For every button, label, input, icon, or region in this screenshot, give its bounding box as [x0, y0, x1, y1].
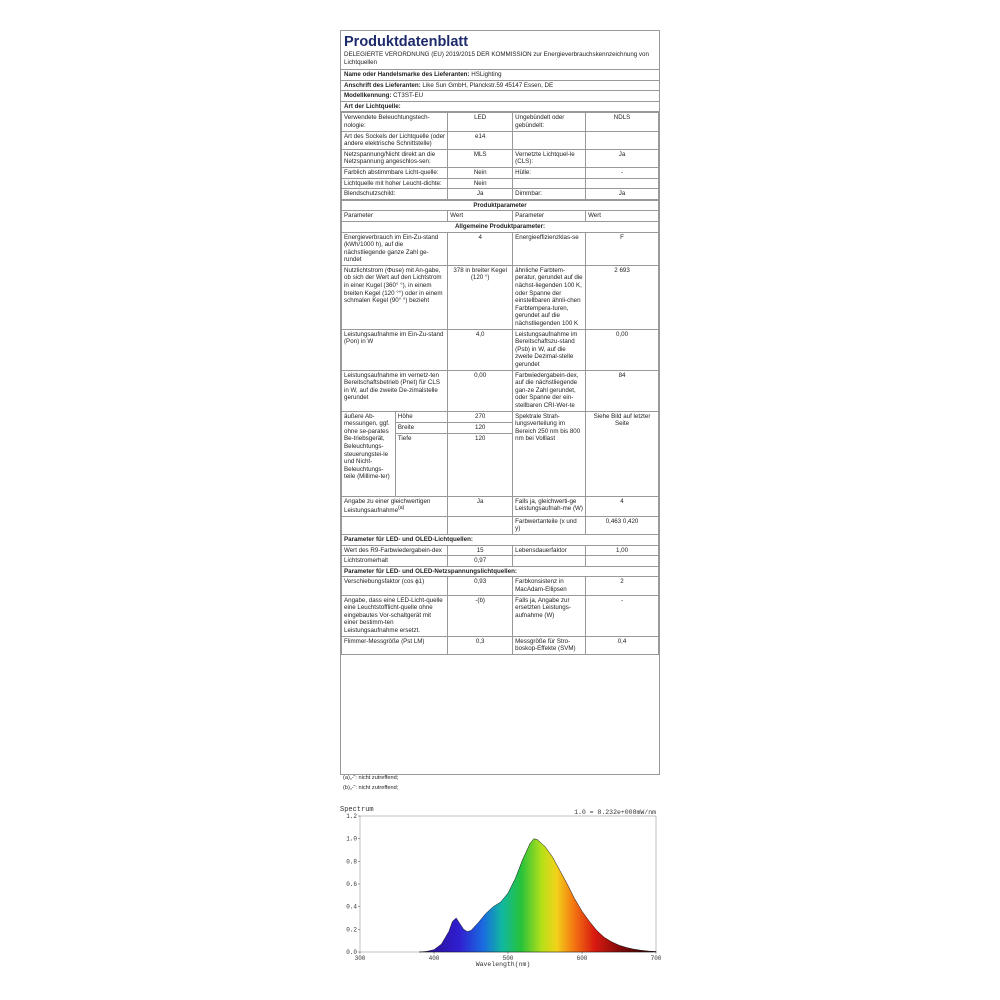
type-param-label: Blendschutzschild:	[342, 189, 448, 200]
supplier-name-row	[341, 70, 659, 81]
y-tick-label: 0.4	[346, 903, 357, 911]
param-value	[586, 556, 659, 567]
param-value: 2 693	[586, 265, 659, 329]
param-value: -(b)	[448, 595, 513, 636]
x-tick-label: 700	[650, 955, 662, 962]
spectrum-title: Spectrum	[340, 806, 374, 814]
column-header-value: Wert	[586, 211, 659, 222]
page-title: Produktdatenblatt	[344, 34, 469, 50]
param-value: 378 in breiter Kegel (120 °)	[448, 265, 513, 329]
x-tick-label: 500	[502, 955, 514, 962]
width-value: 120	[448, 422, 513, 433]
footnote-ref: (a)	[398, 505, 405, 512]
equivalent-power-row	[342, 516, 659, 534]
type-param-label: Hülle:	[513, 167, 586, 178]
type-param-value: -	[586, 167, 659, 178]
product-parameters-heading: Produktparameter	[342, 200, 659, 211]
y-tick-label: 0.6	[346, 881, 357, 888]
type-param-value: Nein	[448, 178, 513, 189]
general-param-row	[342, 265, 659, 329]
type-param-label: Farblich abstimmbare Licht-quelle:	[342, 167, 448, 178]
mains-parameters-heading-row	[342, 566, 659, 577]
param-value: 2	[586, 577, 659, 595]
param-value	[448, 516, 513, 534]
height-label: Höhe	[395, 411, 447, 422]
type-param-label: Dimmbar:	[513, 189, 586, 200]
param-label	[342, 516, 448, 534]
param-label: Verschiebungsfaktor (cos ϕ1)	[342, 577, 448, 595]
param-value: 15	[448, 545, 513, 556]
supplier-address-value: Like Sun GmbH, Planckstr.59 45147 Essen, DE	[422, 81, 554, 89]
general-param-row	[342, 232, 659, 265]
param-label: Farbwiedergabein-dex, auf die nächstliegende gan-ze Zahl gerundet, oder Spanne der ein-stellbaren CRI-Wer-te	[513, 370, 586, 411]
type-row	[342, 113, 659, 131]
led-parameters-heading-row	[342, 535, 659, 546]
y-tick-label: 0.2	[346, 926, 357, 934]
type-param-value: Ja	[448, 189, 513, 200]
param-label: Farbkonsistenz in MacAdam-Ellipsen	[513, 577, 586, 595]
product-data-sheet	[340, 30, 660, 775]
mains-param-row	[342, 636, 659, 654]
type-param-label: Netzspannung/Nicht direkt an die Netzspannung angeschlos-sen:	[342, 149, 448, 167]
param-value: 0,463 0,420	[586, 516, 659, 534]
param-label: ähnliche Farbtem-peratur, gerundet auf die nächst-liegenden 100 K, oder Spanne der einstellbaren ähnli-chen Farbtempera-turen, gerundet auf die nächstliegenden 100 K	[513, 265, 586, 329]
type-param-label: Vernetzte Lichtquel-le (CLS):	[513, 149, 586, 167]
param-label: Angabe zu einer gleichwertigen Leistungsaufnahme$^{(a)}$	[342, 496, 448, 516]
spectrum-distribution-label: Spektrale Strah-lungsverteilung im Bereich 250 nm bis 800 nm bei Volllast	[513, 411, 586, 496]
spectrum-x-axis-label: Wavelength(nm)	[475, 961, 531, 968]
param-value: -	[586, 595, 659, 636]
mains-param-row	[342, 577, 659, 595]
param-value: 0,93	[448, 577, 513, 595]
model-label: Modellkennung:	[344, 92, 392, 100]
spectrum-scale-note: 1.0 = 8.232e+008mW/nm	[574, 809, 656, 816]
spectrum-curve	[419, 839, 656, 952]
product-parameters-table	[341, 200, 659, 655]
type-param-label: Verwendete Beleuchtungstech-nologie:	[342, 113, 448, 131]
x-tick-label: 400	[428, 955, 440, 962]
param-label: Farbwertanteile (x und y)	[513, 516, 586, 534]
param-value: 1,00	[586, 545, 659, 556]
type-param-value: NDLS	[586, 113, 659, 131]
param-value: 4	[586, 496, 659, 516]
y-tick-label: 0.8	[346, 858, 357, 866]
type-row	[342, 167, 659, 178]
param-label: Wert des R9-Farbwiedergabein-dex	[342, 545, 448, 556]
type-param-value: MLS	[448, 149, 513, 167]
general-param-row	[342, 370, 659, 411]
supplier-name-value: HSLighting	[471, 71, 502, 78]
param-value: 0,00	[448, 370, 513, 411]
width-label: Breite	[395, 422, 447, 433]
param-value: 0,00	[586, 329, 659, 370]
led-parameters-heading: Parameter für LED- und OLED-Lichtquellen:	[342, 535, 659, 546]
led-param-row	[342, 556, 659, 567]
param-label: Flimmer-Messgröße (Pst LM)	[342, 636, 448, 654]
regulation-subtitle: DELEGIERTE VERORDNUNG (EU) 2019/2015 DER KOMMISSION zur Energieverbrauchskennzeichnung von Lichtquellen	[341, 51, 659, 70]
param-label: Falls ja, gleichwerti-ge Leistungsaufnah-me (W)	[513, 496, 586, 516]
model-value: CT3ST-EU	[393, 92, 424, 100]
equivalent-power-row	[342, 496, 659, 516]
param-value: 4	[448, 232, 513, 265]
section-header-row	[342, 200, 659, 211]
led-param-row	[342, 545, 659, 556]
light-source-type-table	[341, 112, 659, 199]
param-label: Lichtstromerhalt	[342, 556, 448, 567]
param-label: Lebensdauerfaktor	[513, 545, 586, 556]
type-param-value: e14	[448, 131, 513, 149]
general-parameters-heading: Allgemeine Produktparameter:	[342, 221, 659, 232]
model-row	[341, 91, 659, 102]
param-value: 0,3	[448, 636, 513, 654]
param-label: Energieverbrauch im Ein-Zu-stand (kWh/1000 h), auf die nächstliegende ganze Zahl ge-rundet	[342, 232, 448, 265]
param-label: Energieeffizienzklas-se	[513, 232, 586, 265]
column-header-parameter: Parameter	[513, 211, 586, 222]
supplier-name-label: Name oder Handelsmarke des Lieferanten:	[344, 71, 470, 78]
param-value: F	[586, 232, 659, 265]
column-header-parameter: Parameter	[342, 211, 448, 222]
param-label: Messgröße für Stro-boskop-Effekte (SVM)	[513, 636, 586, 654]
param-label: Falls ja, Angabe zur ersetzten Leistungs-aufnahme (W)	[513, 595, 586, 636]
depth-value: 120	[448, 433, 513, 496]
type-param-label: Lichtquelle mit hoher Leucht-dichte:	[342, 178, 448, 189]
dimensions-row	[342, 411, 659, 422]
param-value: 0,97	[448, 556, 513, 567]
x-tick-label: 600	[576, 955, 588, 962]
param-label: Leistungsaufnahme im vernetz-ten Bereitschaftsbetrieb (Pnet) für CLS in W, auf die zweite De-zimalstelle gerundet	[342, 370, 448, 411]
spectrum-chart	[338, 802, 660, 968]
type-row	[342, 189, 659, 200]
type-param-value	[586, 178, 659, 189]
spectrum-distribution-value: Siehe Bild auf letzter Seite	[586, 411, 659, 496]
param-value: 4,0	[448, 329, 513, 370]
type-row	[342, 178, 659, 189]
param-label: Leistungsaufnahme im Bereitschaftszu-stand (Psb) in W, auf die zweite Dezimal-stelle gerundet	[513, 329, 586, 370]
column-header-row	[342, 211, 659, 222]
column-header-value: Wert	[448, 211, 513, 222]
supplier-address-row	[341, 81, 659, 92]
footnote-b: (b)„-“: nicht zutreffend;	[343, 785, 399, 791]
x-tick-label: 300	[354, 955, 366, 962]
param-label: Leistungsaufnahme im Ein-Zu-stand (Pon) in W	[342, 329, 448, 370]
type-row	[342, 131, 659, 149]
type-param-value: Nein	[448, 167, 513, 178]
y-tick-label: 1.0	[346, 835, 357, 843]
param-label	[513, 556, 586, 567]
mains-param-row	[342, 595, 659, 636]
mains-parameters-heading: Parameter für LED- und OLED-Netzspannungslichtquellen:	[342, 566, 659, 577]
param-value: Ja	[448, 496, 513, 516]
y-tick-label: 1.2	[346, 813, 357, 820]
type-param-label	[513, 178, 586, 189]
type-param-value: LED	[448, 113, 513, 131]
footnotes	[343, 773, 398, 793]
type-param-label: Ungebündelt oder gebündelt:	[513, 113, 586, 131]
type-param-value: Ja	[586, 189, 659, 200]
param-value: 84	[586, 370, 659, 411]
type-param-label	[513, 131, 586, 149]
param-label: Nutzlichtstrom (Φuse) mit An-gabe, ob sich der Wert auf den Lichtstrom in einer Kugel (360° °), in einem breiten Kegel (120 °°) oder in einem schmalen Kegel (90° °) bezieht	[342, 265, 448, 329]
light-source-type-heading: Art der Lichtquelle:	[341, 102, 659, 113]
dimensions-label: äußere Ab-messungen, ggf. ohne se-parates Be-triebsgerät, Beleuchtungs-steuerungstei-le und Nicht-Beleuchtungs-teile (Millime-ter)	[342, 411, 396, 496]
param-label: Angabe, dass eine LED-Licht-quelle eine Leuchtstofflicht-quelle ohne eingebautes Vor-schaltgerät mit einer bestimm-ten Leistungsaufnahme ersetzt.	[342, 595, 448, 636]
general-heading-row	[342, 221, 659, 232]
height-value: 270	[448, 411, 513, 422]
depth-label: Tiefe	[395, 433, 447, 496]
general-param-row	[342, 329, 659, 370]
param-value: 0,4	[586, 636, 659, 654]
type-param-label: Art des Sockels der Lichtquelle (oder andere elektrische Schnittstelle)	[342, 131, 448, 149]
y-tick-label: 0.0	[346, 949, 357, 956]
type-row	[342, 149, 659, 167]
footnote-a: (a)„-“: nicht zutreffend;	[343, 775, 399, 781]
type-param-value: Ja	[586, 149, 659, 167]
spectrum-plot-area	[346, 813, 662, 962]
supplier-address-label: Anschrift des Lieferanten:	[344, 81, 421, 89]
type-param-value	[586, 131, 659, 149]
